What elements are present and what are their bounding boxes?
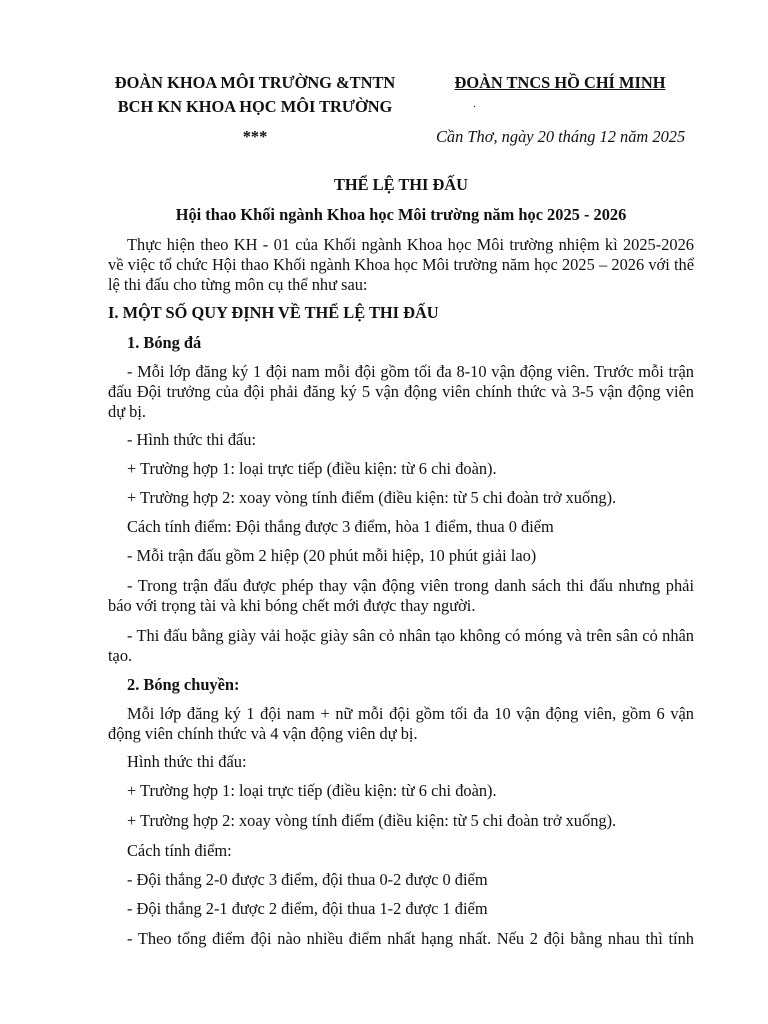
volleyball-paragraph: - Đội thắng 2-0 được 3 điểm, đội thua 0-2 được 0 điểm (127, 870, 488, 889)
org-left-line1: ĐOÀN KHOA MÔI TRƯỜNG &TNTN (114, 73, 396, 92)
volleyball-paragraph: - Đội thắng 2-1 được 2 điểm, đội thua 1-2 được 1 điểm (127, 899, 488, 918)
document-date: Cần Thơ, ngày 20 tháng 12 năm 2025 (436, 127, 686, 146)
football-paragraph: Cách tính điểm: Đội thắng được 3 điểm, hòa 1 điểm, thua 0 điểm (127, 517, 554, 536)
football-paragraph: - Hình thức thi đấu: (127, 430, 257, 449)
volleyball-paragraph: - Theo tổng điểm đội nào nhiều điểm nhất hạng nhất. Nếu 2 đội bằng nhau thì tính (127, 929, 694, 948)
volleyball-paragraph: Cách tính điểm: (127, 841, 232, 860)
football-paragraph: - Thi đấu bằng giày vải hoặc giày sân cỏ nhân tạo không có móng và trên sân cỏ nhân tạo. (108, 626, 694, 665)
document-subtitle: Hội thao Khối ngành Khoa học Môi trường năm học 2025 - 2026 (175, 205, 627, 224)
volleyball-paragraph: + Trường hợp 2: xoay vòng tính điểm (điều kiện: từ 5 chi đoàn trở xuống). (127, 811, 617, 830)
football-paragraph: - Mỗi trận đấu gồm 2 hiệp (20 phút mỗi hiệp, 10 phút giải lao) (127, 546, 537, 565)
org-left-stars: *** (242, 127, 268, 146)
football-paragraph: + Trường hợp 1: loại trực tiếp (điều kiện: từ 6 chi đoàn). (127, 459, 497, 478)
football-paragraph: - Mỗi lớp đăng ký 1 đội nam mỗi đội gồm tối đa 8-10 vận động viên. Trước mỗi trận đấu Đội trưởng của đội phải đăng ký 5 vận động viên chính thức và 3-5 vận động viên dự bị. (108, 362, 694, 421)
football-paragraph: + Trường hợp 2: xoay vòng tính điểm (điều kiện: từ 5 chi đoàn trở xuống). (127, 488, 617, 507)
volleyball-paragraph: + Trường hợp 1: loại trực tiếp (điều kiện: từ 6 chi đoàn). (127, 781, 497, 800)
volleyball-paragraph: Hình thức thi đấu: (127, 752, 247, 771)
volleyball-paragraph: Mỗi lớp đăng ký 1 đội nam + nữ mỗi đội gồm tối đa 10 vận động viên, gồm 6 vận động viên chính thức và 4 vận động viên dự bị. (108, 704, 694, 743)
volleyball-heading: 2. Bóng chuyền: (127, 675, 240, 694)
document-title: THỂ LỆ THI ĐẤU (333, 175, 469, 194)
org-left-line2: BCH KN KHOA HỌC MÔI TRƯỜNG (117, 97, 393, 116)
football-heading: 1. Bóng đá (127, 333, 202, 352)
org-right-dot: . (473, 96, 476, 110)
section-heading: I. MỘT SỐ QUY ĐỊNH VỀ THỂ LỆ THI ĐẤU (108, 303, 439, 322)
org-right-line1: ĐOÀN TNCS HỒ CHÍ MINH (454, 73, 666, 92)
football-paragraph: - Trong trận đấu được phép thay vận động viên trong danh sách thi đấu nhưng phải báo với trọng tài và khi bóng chết mới được thay người. (108, 576, 694, 615)
intro-paragraph: Thực hiện theo KH - 01 của Khối ngành Khoa học Môi trường nhiệm kì 2025-2026 về việc tổ chức Hội thao Khối ngành Khoa học Môi trường năm học 2025 – 2026 với thể lệ thi đấu cho từng môn cụ thể như sau: (108, 235, 694, 294)
